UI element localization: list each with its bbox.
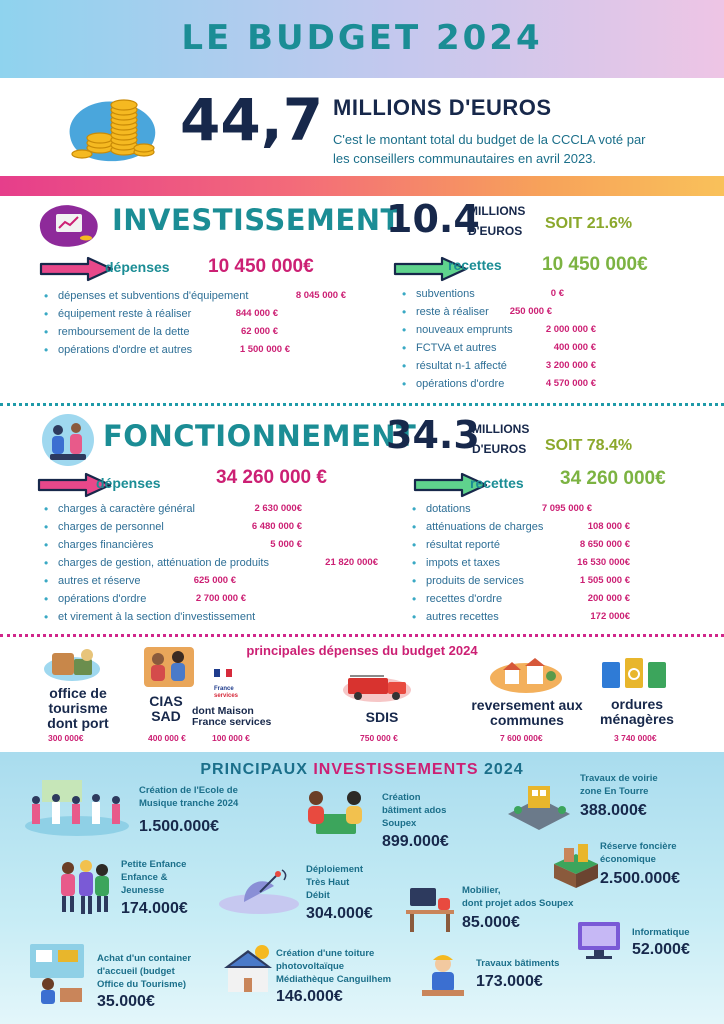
list-item: • charges de gestion, atténuation de produits [44,554,269,572]
builder-icon [418,950,468,1000]
depense-sdis-value: 750 000 € [360,733,398,743]
depense-maison-france-services-label: dont Maison France services [192,705,272,728]
depense-cias-value: 400 000 € [148,733,186,743]
road-works-icon [504,778,574,834]
people-group-icon [36,412,100,468]
list-value: 2 630 000€ [254,503,302,514]
investissement-photovoltaique-amount: 146.000€ [276,988,343,1005]
depense-office-tourisme-label: office de tourisme dont port [47,685,109,731]
investissement-share: SOIT 21.6% [545,215,633,232]
solar-house-icon [218,940,278,998]
list-item: • charges de personnel [44,518,269,536]
list-item: • résultat n-1 affecté [402,357,513,375]
reception-container-icon [26,940,88,1006]
list-item: • produits de services [412,572,543,590]
depense-reversement-value: 7 600 000€ [500,733,543,743]
list-value: 2 700 000 € [195,593,246,604]
list-item: • opérations d'ordre [44,590,269,608]
investissement-thd-label: Déploiement Très Haut Débit [306,864,364,901]
depense-sdis-label: SDIS [365,709,399,725]
investment-icon [34,200,104,250]
gradient-divider [0,176,724,196]
investissement-reserve-amount: 2.500.000€ [600,870,681,887]
list-item: • subventions [402,285,513,303]
investissement-recettes-label: recettes [448,257,502,273]
list-value: 250 000 € [509,306,552,317]
list-item: • charges financières [44,536,269,554]
investissement-ados-label: Création bâtiment ados Soupex [382,792,447,829]
fonctionnement-recettes-total: 34 260 000€ [560,468,666,489]
total-budget-amount: 44,7 [180,86,324,154]
list-item: • autres recettes [412,608,543,626]
investissement-musique-amount: 1.500.000€ [139,818,220,835]
list-value: 8 045 000 € [295,290,346,301]
office-desk-icon [402,882,458,934]
france-services-logo: France services [214,668,248,696]
fonctionnement-unit: MILLIONS D'EUROS [472,422,530,456]
list-value: 844 000 € [235,308,278,319]
family-icon [142,643,196,689]
investissement-recettes-total: 10 450 000€ [542,254,648,275]
list-value: 0 € [550,288,564,299]
list-value: 1 505 000 € [579,575,630,586]
list-value: 5 000 € [270,539,302,550]
list-item: • opérations d'ordre et autres [44,341,248,359]
satellite-icon [216,864,302,918]
children-icon [54,856,114,918]
fire-truck-icon [340,668,414,704]
list-item: • charges à caractère général [44,500,269,518]
investissement-amount: 10.4 [386,197,480,241]
principales-depenses-heading: principales dépenses du budget 2024 [246,643,478,658]
fonctionnement-title: FONCTIONNEMENT [103,419,417,453]
travel-bag-icon [40,643,102,683]
list-item: • recettes d'ordre [412,590,543,608]
total-budget-description: C'est le montant total du budget de la CCCLA voté par les conseillers communautaires en avril 2023. [333,132,646,166]
investissement-informatique-label: Informatique [632,927,690,938]
teens-playing-icon [298,786,374,842]
investissement-musique-label: Création de l'Ecole de Musique tranche 2024 [139,785,239,809]
list-item: • atténuations de charges [412,518,543,536]
list-value: 16 530 000€ [577,557,630,568]
depense-maison-france-services-value: 100 000 € [212,733,250,743]
investissement-container-label: Achat d'un container d'accueil (budget Office du Tourisme) [97,953,192,990]
fonctionnement-depenses-total: 34 260 000 € [216,467,327,488]
list-value: 8 650 000 € [579,539,630,550]
investissement-batiments-label: Travaux bâtiments [476,958,560,969]
list-value: 1 500 000 € [239,344,290,355]
investissement-batiments-amount: 173.000€ [476,973,543,990]
land-plot-icon [550,838,602,890]
fonctionnement-amount: 34.3 [386,413,480,457]
investissement-container-amount: 35.000€ [97,993,155,1010]
investissement-informatique-amount: 52.000€ [632,941,690,958]
investissement-enfance-label: Petite Enfance Enfance & Jeunesse [121,859,187,896]
investissement-enfance-amount: 174.000€ [121,900,188,917]
list-value: 6 480 000 € [251,521,302,532]
list-item: • opérations d'ordre [402,375,513,393]
investissement-title: INVESTISSEMENT [112,203,401,237]
investissement-recettes-values [496,285,596,393]
investissement-thd-amount: 304.000€ [306,905,373,922]
investissement-mobilier-label: Mobilier, dont projet ados Soupex [462,885,574,909]
depense-ordures-label: ordures ménagères [600,696,674,727]
investissement-reserve-label: Réserve foncière économique [600,841,677,865]
section-divider [0,634,724,637]
list-value: 400 000 € [553,342,596,353]
total-budget-unit: MILLIONS D'EUROS [333,95,552,120]
depense-office-tourisme-value: 300 000€ [48,733,84,743]
section-divider [0,403,724,406]
computer-icon [572,918,626,962]
depense-cias-label: CIAS SAD [149,693,183,724]
musicians-icon [22,776,132,838]
list-item: • dépenses et subventions d'équipement [44,287,248,305]
investissement-photovoltaique-label: Création d'une toiture photovoltaïque Médiathèque Canguilhem [276,948,392,985]
investissement-voirie-amount: 388.000€ [580,802,647,819]
fonctionnement-recettes-values [500,500,630,626]
fonctionnement-share: SOIT 78.4% [545,437,633,454]
list-item: • FCTVA et autres [402,339,513,357]
fonctionnement-depenses-label: dépenses [96,475,161,491]
investissement-depenses-label: dépenses [105,259,170,275]
list-value: 3 200 000 € [545,360,596,371]
list-value: 4 570 000 € [545,378,596,389]
investissements-heading: PRINCIPAUX INVESTISSEMENTS 2024 [200,761,524,778]
list-item: • équipement reste à réaliser [44,305,248,323]
list-item: • remboursement de la dette [44,323,248,341]
investissement-depenses-list [44,287,248,359]
list-value: 200 000 € [587,593,630,604]
investissement-ados-amount: 899.000€ [382,833,449,850]
investissement-unit: MILLIONS D'EUROS [468,204,526,238]
list-item: • nouveaux emprunts [402,321,513,339]
list-item: • dotations [412,500,543,518]
list-item: • reste à réaliser [402,303,513,321]
depense-ordures-value: 3 740 000€ [614,733,657,743]
list-value: 62 000 € [241,326,278,337]
list-item: • impots et taxes [412,554,543,572]
coins-icon [62,88,162,168]
list-value: 172 000€ [590,611,630,622]
investissement-depenses-total: 10 450 000€ [208,256,314,277]
list-item: • autres et réserve [44,572,269,590]
fonctionnement-recettes-label: recettes [470,475,524,491]
investissement-mobilier-amount: 85.000€ [462,914,520,931]
list-value: 21 820 000€ [325,557,378,568]
list-value: 2 000 000 € [545,324,596,335]
page-title: LE BUDGET 2024 [181,18,543,58]
depense-reversement-label: reversement aux communes [471,697,583,728]
fonctionnement-depenses-values [180,500,380,608]
list-value: 625 000 € [193,575,236,586]
list-item: • résultat reporté [412,536,543,554]
list-item-note: • et virement à la section d'investissement [44,608,269,626]
list-value: 108 000 € [587,521,630,532]
list-value: 7 095 000 € [541,503,592,514]
village-icon [487,652,565,694]
recycling-bins-icon [598,650,670,692]
investissement-voirie-label: Travaux de voirie zone En Tourre [580,773,658,797]
investissement-depenses-values [220,287,346,359]
